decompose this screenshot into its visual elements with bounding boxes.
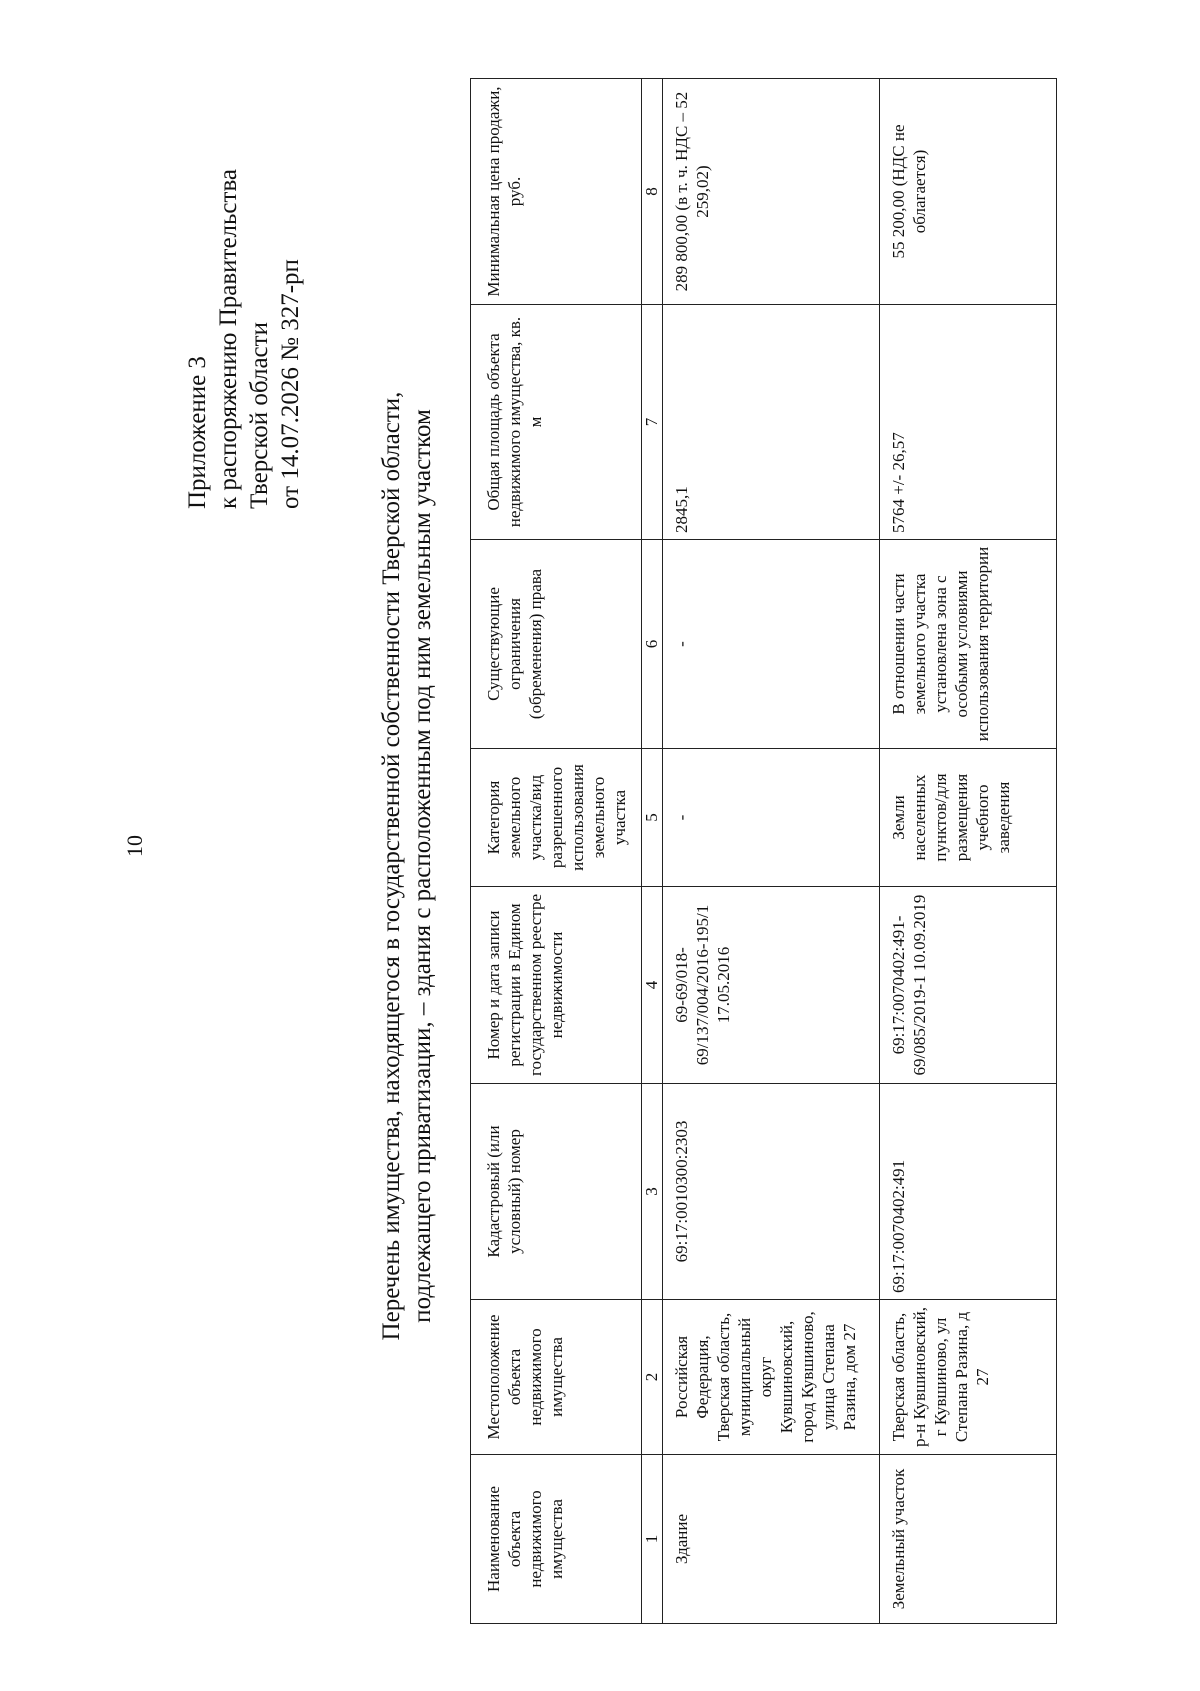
- table-cell: -: [663, 540, 880, 749]
- column-number: 2: [642, 1300, 663, 1455]
- column-number: 6: [642, 540, 663, 749]
- header-cell: Наименование объекта недвижимого имущества: [471, 1455, 642, 1624]
- table-cell: -: [663, 749, 880, 887]
- table-cell: 69-69/018-69/137/004/2016-195/1 17.05.2016: [663, 887, 880, 1084]
- table-cell: 289 800,00 (в т. ч. НДС – 52 259,02): [663, 79, 880, 305]
- table-cell: Земли населенных пунктов/для размещения учебного заведения: [880, 749, 1057, 887]
- column-number: 1: [642, 1455, 663, 1624]
- header-cell: Общая площадь объекта недвижимого имущества, кв. м: [471, 305, 642, 540]
- table-cell: В отношении части земельного участка установлена зона с особыми условиями использования территории: [880, 540, 1057, 749]
- header-cell: Номер и дата записи регистрации в Едином государственном реестре недвижимости: [471, 887, 642, 1084]
- column-number: 7: [642, 305, 663, 540]
- header-cell: Кадастровый (или условный) номер: [471, 1084, 642, 1300]
- column-number: 3: [642, 1084, 663, 1300]
- header-cell: Существующие ограничения (обременения) права: [471, 540, 642, 749]
- table-cell: 69:17:0070402:491: [880, 1084, 1057, 1300]
- column-number-row: [642, 79, 663, 1624]
- document-title: [376, 231, 438, 1501]
- page-number: 10: [122, 835, 147, 857]
- table-cell: Земельный участок: [880, 1455, 1057, 1624]
- table-cell: Российская Федерация, Тверская область, муниципальный округ Кувшиновский, город Кувшиново, улица Степана Разина, дом 27: [663, 1300, 880, 1455]
- table-row: [880, 79, 1057, 1624]
- table-cell: Тверская область, р-н Кувшиновский, г Кувшиново, ул Степана Разина, д 27: [880, 1300, 1057, 1455]
- table-cell: 2845,1: [663, 305, 880, 540]
- column-number: 8: [642, 79, 663, 305]
- column-number: 5: [642, 749, 663, 887]
- appendix-line: Тверской области: [246, 322, 273, 509]
- table-header-row: [471, 79, 642, 1624]
- column-number: 4: [642, 887, 663, 1084]
- table-cell: 55 200,00 (НДС не облагается): [880, 79, 1057, 305]
- appendix-line: Приложение 3: [184, 356, 211, 509]
- header-cell: Местоположение объекта недвижимого имущества: [471, 1300, 642, 1455]
- table-cell: 5764 +/- 26,57: [880, 305, 1057, 540]
- header-cell: Категория земельного участка/вид разрешенного использования земельного участка: [471, 749, 642, 887]
- table-cell: 69:17:0070402:491-69/085/2019-1 10.09.2019: [880, 887, 1057, 1084]
- appendix-block: [182, 169, 306, 509]
- appendix-line: от 14.07.2026 № 327-рп: [277, 259, 304, 509]
- table-cell: Здание: [663, 1455, 880, 1624]
- property-table: [470, 78, 1057, 1624]
- table-row: [663, 79, 880, 1624]
- table-cell: 69:17:0010300:2303: [663, 1084, 880, 1300]
- title-line: Перечень имущества, находящегося в государственной собственности Тверской области,: [378, 391, 405, 1341]
- header-cell: Минимальная цена продажи, руб.: [471, 79, 642, 305]
- appendix-line: к распоряжению Правительства: [215, 168, 242, 509]
- title-line: подлежащего приватизации, – здания с расположенным под ним земельным участком: [409, 409, 436, 1323]
